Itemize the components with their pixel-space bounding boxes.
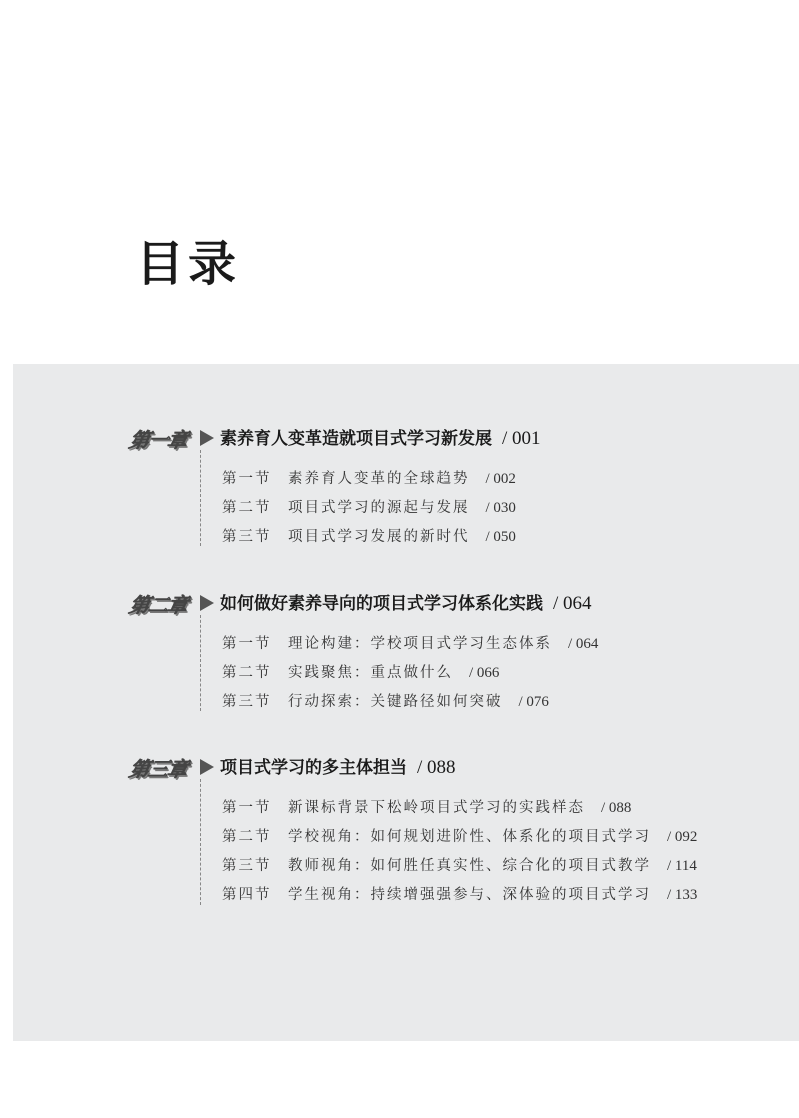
section-page: / 066	[469, 665, 500, 681]
chapter-arrow-icon	[200, 759, 214, 775]
section-number: 第一节	[222, 636, 272, 652]
chapter-badge: 第二章	[127, 593, 190, 617]
section-title: 实践聚焦：重点做什么	[288, 665, 453, 681]
section-title: 新课标背景下松岭项目式学习的实践样态	[288, 800, 585, 816]
section-title: 行动探索：关键路径如何突破	[288, 694, 503, 710]
section-page: / 114	[667, 858, 697, 874]
section-page: / 092	[667, 829, 698, 845]
toc-section[interactable]	[222, 796, 631, 817]
section-page: / 088	[601, 800, 632, 816]
toc-section[interactable]	[222, 661, 499, 682]
section-number: 第一节	[222, 800, 272, 816]
section-page: / 050	[485, 529, 516, 545]
section-number: 第三节	[222, 529, 272, 545]
section-page: / 030	[485, 500, 516, 516]
toc-section[interactable]	[222, 690, 549, 711]
chapter-badge: 第三章	[127, 757, 190, 781]
section-page: / 076	[518, 694, 549, 710]
toc-section[interactable]	[222, 632, 598, 653]
dotted-divider	[200, 615, 201, 711]
section-title: 学生视角：持续增强强参与、深体验的项目式学习	[288, 887, 651, 903]
toc-section[interactable]	[222, 883, 697, 904]
chapter-page: / 088	[417, 757, 456, 778]
section-title: 素养育人变革的全球趋势	[288, 471, 470, 487]
section-number: 第一节	[222, 471, 272, 487]
toc-section[interactable]	[222, 825, 697, 846]
section-page: / 133	[667, 887, 698, 903]
chapter-page: / 001	[502, 428, 541, 449]
chapter-3	[127, 753, 770, 913]
dotted-divider	[200, 779, 201, 905]
chapter-1	[127, 424, 770, 554]
chapter-title-text: 项目式学习的多主体担当	[220, 758, 407, 778]
section-number: 第三节	[222, 694, 272, 710]
dotted-divider	[200, 450, 201, 546]
section-title: 学校视角：如何规划进阶性、体系化的项目式学习	[288, 829, 651, 845]
chapter-page: / 064	[553, 593, 592, 614]
chapter-title[interactable]	[220, 424, 541, 450]
toc-section[interactable]	[222, 467, 516, 488]
page-title: 目录	[136, 236, 241, 292]
section-page: / 002	[485, 471, 516, 487]
section-title: 项目式学习的源起与发展	[288, 500, 470, 516]
chapter-badge: 第一章	[127, 428, 190, 452]
chapter-title-text: 素养育人变革造就项目式学习新发展	[220, 429, 492, 449]
section-title: 教师视角：如何胜任真实性、综合化的项目式教学	[288, 858, 651, 874]
section-number: 第三节	[222, 858, 272, 874]
toc-section[interactable]	[222, 854, 697, 875]
section-number: 第四节	[222, 887, 272, 903]
chapter-title[interactable]	[220, 753, 456, 779]
section-page: / 064	[568, 636, 599, 652]
chapter-arrow-icon	[200, 595, 214, 611]
chapter-title-text: 如何做好素养导向的项目式学习体系化实践	[220, 594, 543, 614]
section-number: 第二节	[222, 829, 272, 845]
section-title: 项目式学习发展的新时代	[288, 529, 470, 545]
toc-section[interactable]	[222, 525, 516, 546]
toc-section[interactable]	[222, 496, 516, 517]
section-title: 理论构建：学校项目式学习生态体系	[288, 636, 552, 652]
chapter-2	[127, 589, 770, 719]
chapter-arrow-icon	[200, 430, 214, 446]
chapter-title[interactable]	[220, 589, 592, 615]
section-number: 第二节	[222, 665, 272, 681]
section-number: 第二节	[222, 500, 272, 516]
